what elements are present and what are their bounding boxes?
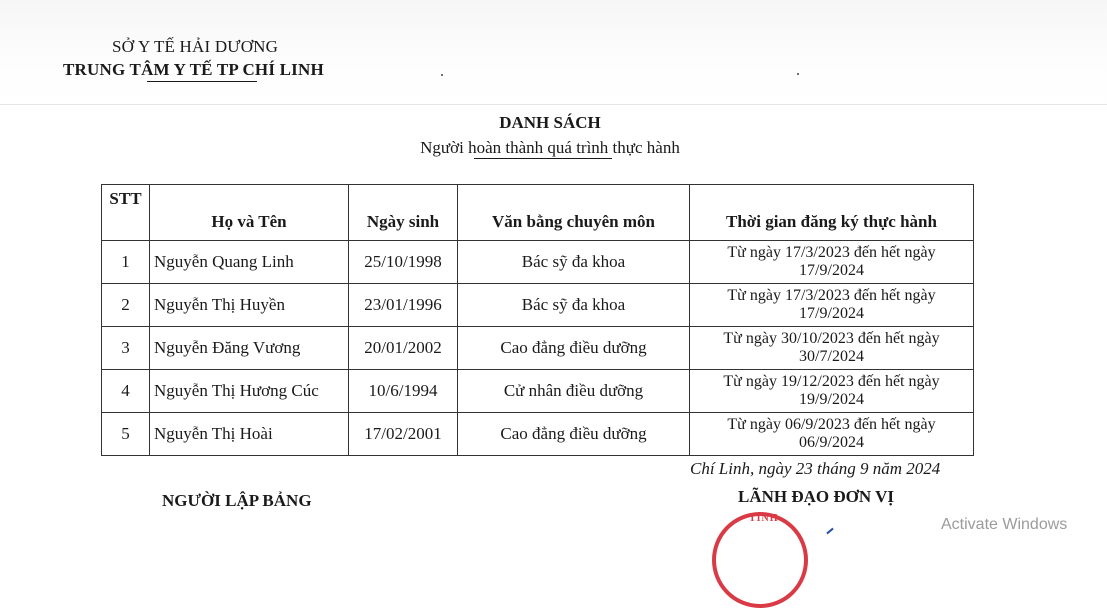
table-row <box>102 413 974 456</box>
period-line-2: 06/9/2024 <box>799 434 864 451</box>
scan-fold-line <box>0 104 1107 105</box>
period-line-2: 17/9/2024 <box>799 262 864 279</box>
scan-speck <box>441 74 443 76</box>
cell-name: Nguyễn Quang Linh <box>150 241 349 284</box>
period-line-1: Từ ngày 30/10/2023 đến hết ngày <box>723 330 940 347</box>
cell-stt: 5 <box>102 413 150 456</box>
period-line-1: Từ ngày 17/3/2023 đến hết ngày <box>727 244 936 261</box>
period-line-2: 30/7/2024 <box>799 348 864 365</box>
table-row <box>102 327 974 370</box>
activate-windows-watermark: Activate Windows <box>941 516 1068 533</box>
column-header-degree: Văn bằng chuyên môn <box>458 185 690 241</box>
column-header-period: Thời gian đăng ký thực hành <box>690 185 974 241</box>
leader-signature-label: LÃNH ĐẠO ĐƠN VỊ <box>738 487 895 506</box>
cell-dob: 25/10/1998 <box>349 241 458 284</box>
cell-period <box>690 284 974 327</box>
cell-degree: Bác sỹ đa khoa <box>458 284 690 327</box>
table-header-row <box>102 185 974 241</box>
table-row <box>102 241 974 284</box>
column-header-stt: STT <box>102 185 150 241</box>
cell-name: Nguyễn Thị Hoài <box>150 413 349 456</box>
parent-organization: SỞ Y TẾ HẢI DƯƠNG <box>112 37 279 56</box>
column-header-name: Họ và Tên <box>150 185 349 241</box>
period-line-1: Từ ngày 17/3/2023 đến hết ngày <box>727 287 936 304</box>
organization-name: TRUNG TÂM Y TẾ TP CHÍ LINH <box>63 60 324 79</box>
cell-name: Nguyễn Thị Huyền <box>150 284 349 327</box>
cell-dob: 23/01/1996 <box>349 284 458 327</box>
document-subtitle: Người hoàn thành quá trình thực hành <box>420 138 680 157</box>
cell-period <box>690 241 974 284</box>
cell-degree: Bác sỹ đa khoa <box>458 241 690 284</box>
subtitle-underline <box>474 158 612 159</box>
table-row <box>102 284 974 327</box>
period-line-1: Từ ngày 19/12/2023 đến hết ngày <box>723 373 940 390</box>
cell-degree: Cao đẳng điều dưỡng <box>458 413 690 456</box>
cell-stt: 1 <box>102 241 150 284</box>
cell-period <box>690 413 974 456</box>
cell-stt: 4 <box>102 370 150 413</box>
cell-stt: 2 <box>102 284 150 327</box>
cell-degree: Cao đẳng điều dưỡng <box>458 327 690 370</box>
organization-underline <box>147 81 257 82</box>
scan-speck <box>797 73 799 75</box>
cell-dob: 17/02/2001 <box>349 413 458 456</box>
official-seal <box>712 512 808 608</box>
practitioner-table <box>101 184 974 456</box>
document-title: DANH SÁCH <box>499 113 601 132</box>
period-line-1: Từ ngày 06/9/2023 đến hết ngày <box>727 416 936 433</box>
cell-dob: 10/6/1994 <box>349 370 458 413</box>
cell-period <box>690 327 974 370</box>
table-row <box>102 370 974 413</box>
cell-stt: 3 <box>102 327 150 370</box>
preparer-signature-label: NGƯỜI LẬP BẢNG <box>162 491 312 510</box>
cell-dob: 20/01/2002 <box>349 327 458 370</box>
period-line-2: 19/9/2024 <box>799 391 864 408</box>
column-header-dob: Ngày sinh <box>349 185 458 241</box>
cell-degree: Cử nhân điều dưỡng <box>458 370 690 413</box>
cell-name: Nguyễn Đăng Vương <box>150 327 349 370</box>
place-and-date: Chí Linh, ngày 23 tháng 9 năm 2024 <box>690 459 941 478</box>
seal-text: TỈNH <box>749 513 779 524</box>
period-line-2: 17/9/2024 <box>799 305 864 322</box>
cell-period <box>690 370 974 413</box>
cell-name: Nguyễn Thị Hương Cúc <box>150 370 349 413</box>
